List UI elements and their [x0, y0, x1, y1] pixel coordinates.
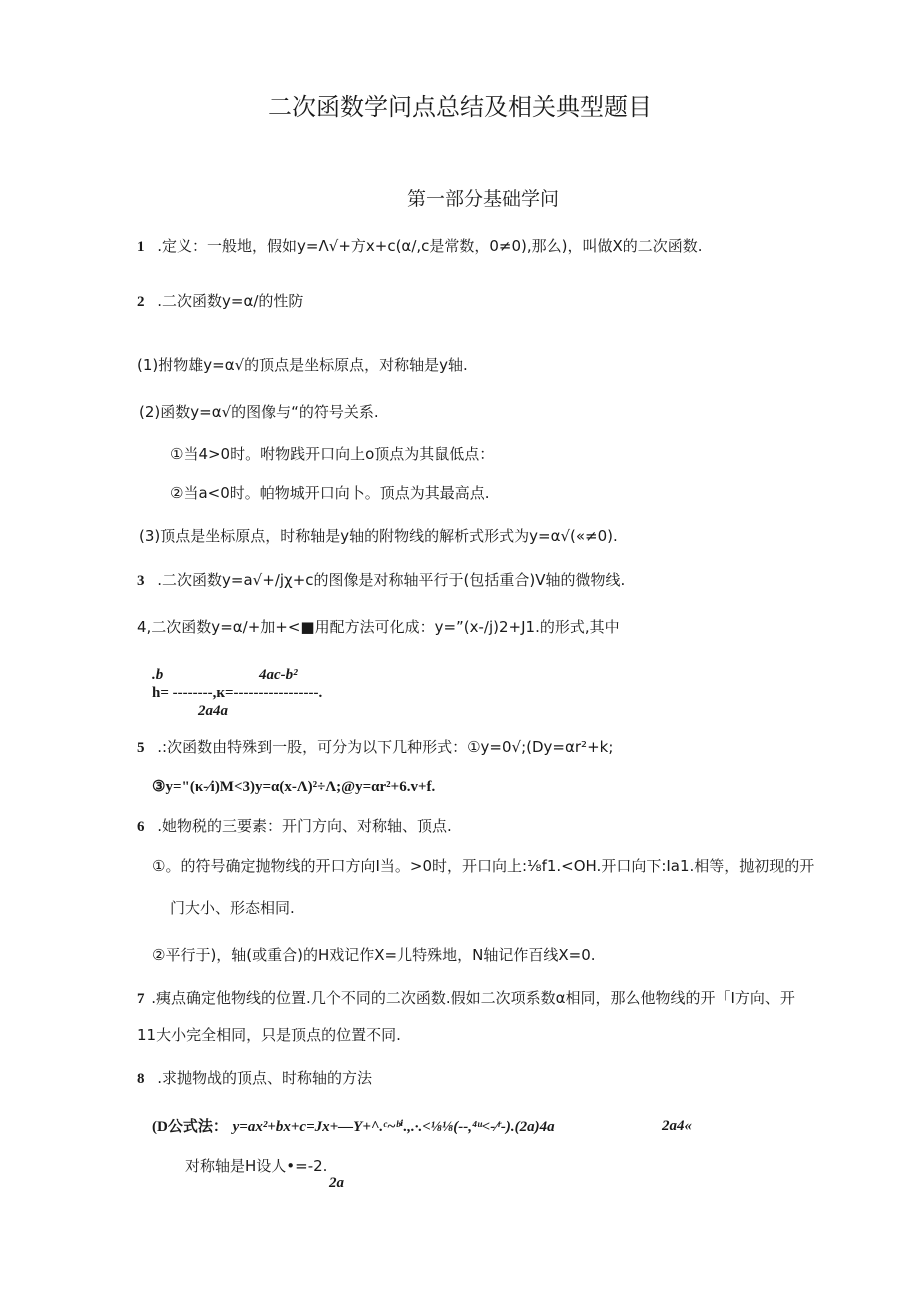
item-5 [137, 737, 613, 758]
item-7-cont: 11大小完全相同，只是顶点的位置不同. [137, 1026, 401, 1044]
item-6-point-1-cont: 门大小、形态相同. [170, 899, 295, 917]
item-1-number: 1 [137, 239, 145, 255]
item-2-point-2b: ②当a<0时。帕物城开口向卜。顶点为其最高点. [170, 484, 490, 502]
item-3 [137, 570, 625, 591]
fraction-b-numerator: .b [152, 667, 164, 683]
item-5-forms-line: ③y="(κ-∕i)M<3)y=α(x-Λ)²÷Λ;@y=αr²+6.v+f. [152, 779, 436, 795]
item-6-number: 6 [137, 819, 145, 835]
item-5-text: .:次函数由特殊到一股，可分为以下几种形式：①y=0√;(Dy=αr²+k; [157, 738, 614, 756]
item-2-point-1: (1)拊物雄y=α√的顶点是坐标原点，对称轴是y轴. [137, 356, 468, 374]
item-2-number: 2 [137, 294, 145, 310]
item-6 [137, 816, 452, 837]
axis-of-symmetry: 对称轴是H设人•=-2. [185, 1157, 328, 1175]
item-8-number: 8 [137, 1071, 145, 1087]
item-2-point-2: (2)函数y=α√的图像与“的符号关系. [139, 403, 379, 421]
item-4-text: 4,二次函数y=α∕+加+<■用配方法可化成：y=”(x-∕j)2+J1.的形式,其中 [137, 618, 620, 636]
item-1 [137, 236, 703, 257]
item-3-number: 3 [137, 573, 145, 589]
fraction-k-numerator: 4ac-b² [259, 667, 298, 683]
item-7 [137, 988, 795, 1009]
fraction-denominators: 2a4a [198, 703, 228, 719]
fraction-line: h= --------,к=-----------------. [152, 685, 323, 701]
item-5-number: 5 [137, 740, 145, 756]
item-6-point-1: ①。的符号确定抛物线的开口方向I当。>0时，开口向上:⅛f1.<OH.开口向下:Ia1.相等，抛初现的开 [152, 857, 815, 875]
formula-expression: y=ax²+bx+c=Jx+—Y+^.ᶜ~ᵇⁱ.,.·.<⅛⅛(--,⁴ᵘ<-∕ʳ-).(2a)4a [232, 1119, 555, 1135]
section-heading: 第一部分基础学问 [406, 188, 559, 210]
item-2-point-3: (3)顶点是坐标原点，时称轴是y轴的附物线的解析式形式为y=α√(«≠0). [139, 527, 618, 545]
item-6-text: .她物税的三要素：开门方向、对称轴、顶点. [157, 817, 452, 835]
item-8-text: .求抛物战的顶点、时称轴的方法 [157, 1069, 373, 1087]
document-title: 二次函数学问点总结及相关典型题目 [268, 93, 652, 121]
item-2-point-2a: ①当4>0时。咐物践开口向上o顶点为其鼠低点： [170, 445, 495, 463]
item-2-text: .二次函数y=α∕的性防 [157, 292, 304, 310]
item-8 [137, 1068, 372, 1089]
axis-denominator: 2a [329, 1175, 344, 1191]
formula-label: (D公式法： [152, 1119, 228, 1135]
item-6-point-2: ②平行于)，轴(或重合)的H戏记作X=儿特殊地，N轴记作百线X=0. [152, 946, 596, 964]
formula-right-denominators: 2a4« [662, 1118, 692, 1134]
item-2 [137, 291, 303, 312]
item-3-text: .二次函数y=a√+∕jχ+c的图像是对称轴平行于(包括重合)V轴的微物线. [157, 571, 626, 589]
item-7-number: 7 [137, 991, 145, 1007]
formula-method [152, 1116, 555, 1137]
item-1-text: .定义：一般地，假如y=Λ√+方x+c(α∕,c是常数，0≠0),那么)，叫做X的二次函数. [157, 237, 703, 255]
item-7-text: .痍点确定他物线的位置.几个不同的二次函数.假如二次项系数α相同，那么他物线的开「I方向、开 [151, 989, 795, 1007]
